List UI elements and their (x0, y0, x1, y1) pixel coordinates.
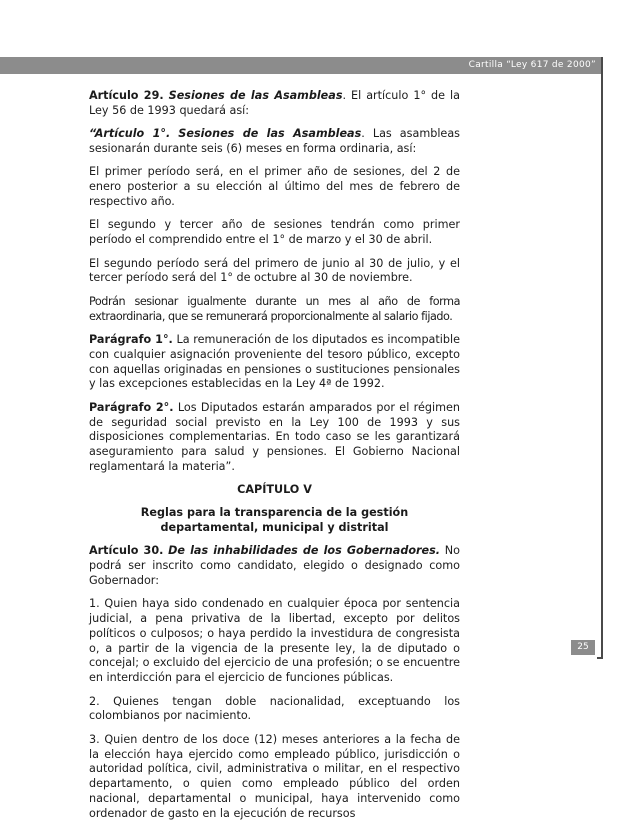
paragrafo-2 (89, 401, 460, 475)
quoted-article-1-label: “Artículo 1°. (89, 127, 171, 141)
paragrafo-1-text: La remuneración de los diputados es incompatible con cualquier asignación proveniente del tesoro público, excepto con aquellas originadas en pensiones o sustituciones pensionales y las excepciones establecidas en la Ley 4ª de 1992. (89, 332, 460, 391)
paragraph-second-period: El segundo período será del primero de junio al 30 de julio, y el tercer período será del 1° de octubre al 30 de noviembre. (89, 256, 460, 285)
list-item-2: 2. Quienes tengan doble nacionalidad, exceptuando los colombianos por nacimiento. (89, 694, 460, 723)
quoted-article-1-title: Sesiones de las Asambleas (178, 127, 362, 141)
list-item-1: 1. Quien haya sido condenado en cualquier época por sentencia judicial, a pena privativa de la libertad, excepto por delitos políticos o culposos; o haya perdido la investidura de congresista o, a partir de la vigencia de la presente ley, la de diputado o concejal; o excluido del ejercicio de una profesión; o se encuentre en interdicción para el ejercicio de funciones públicas. (89, 597, 460, 685)
page-number: 25 (571, 640, 595, 655)
article-29-label: Artículo 29. (89, 89, 164, 102)
document-body (89, 89, 460, 830)
paragrafo-1-label: Parágrafo 1°. (89, 332, 173, 346)
article-29-text: . El artículo 1° de la Ley 56 de 1993 quedará así: (89, 89, 460, 117)
paragraph-first-period: El primer período será, en el primer año de sesiones, del 2 de enero posterior a su elección al último del mes de febrero de respectivo año. (89, 165, 460, 208)
chapter-subheading: Reglas para la transparencia de la gestión departamental, municipal y distrital (140, 506, 409, 534)
article-29-title: Sesiones de las Asambleas (168, 89, 343, 102)
article-30 (89, 544, 460, 588)
running-header-band (0, 57, 602, 74)
page-frame-line (601, 57, 603, 659)
list-item-3: 3. Quien dentro de los doce (12) meses anteriores a la fecha de la elección haya ejercido como empleado público, jurisdicción o autoridad política, civil, administrativa o militar, en el respectivo departamento, o quien como empleado público del orden nacional, departamental o municipal, haya intervenido como ordenador de gasto en la ejecución de recursos (89, 732, 460, 820)
article-30-text: No podrá ser inscrito como candidato, elegido o designado como Gobernador: (89, 544, 460, 587)
article-30-label: Artículo 30. (89, 544, 164, 558)
page-frame-tick (597, 657, 603, 659)
paragraph-extraordinary: Podrán sesionar igualmente durante un mes al año de forma extraordinaria, que se remunerará proporcionalmente al salario fijado. (89, 294, 460, 323)
paragraph-second-third-year: El segundo y tercer año de sesiones tendrán como primer período el comprendido entre el 1° de marzo y el 30 de abril. (89, 218, 460, 247)
article-29 (89, 89, 460, 119)
running-header-title: Cartilla “Ley 617 de 2000” (468, 60, 596, 70)
paragrafo-2-label: Parágrafo 2°. (89, 400, 174, 414)
paragrafo-2-text: Los Diputados estarán amparados por el régimen de seguridad social previsto en la Ley 100 de 1993 y sus disposiciones complementarias. En todo caso se les garantizará aseguramiento para salud y pensiones. El Gobierno Nacional reglamentará la materia”. (89, 400, 460, 473)
article-30-title: De las inhabilidades de los Gobernadores. (168, 544, 441, 558)
paragrafo-1 (89, 333, 460, 392)
quoted-article-1-text: . Las asambleas sesionarán durante seis (6) meses en forma ordinaria, así: (89, 127, 461, 155)
quoted-article-1 (89, 127, 460, 157)
chapter-heading: CAPÍTULO V (237, 483, 312, 497)
